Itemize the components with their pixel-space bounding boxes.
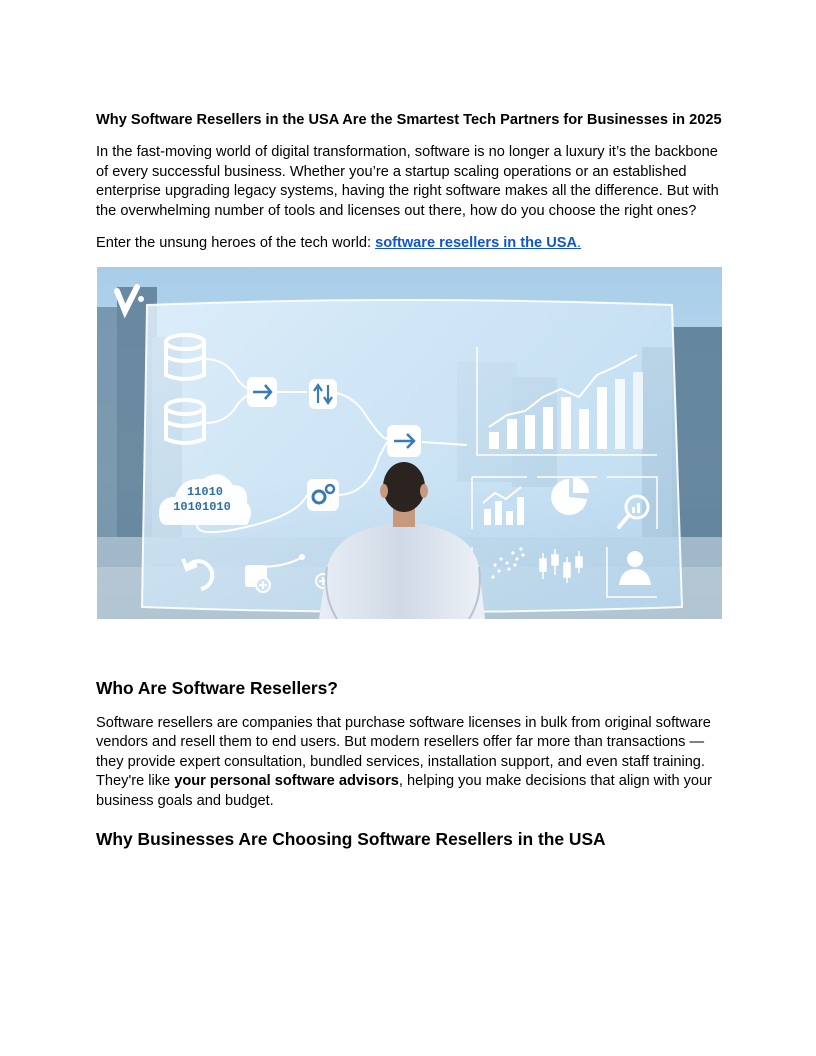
enter-paragraph	[96, 234, 724, 254]
section-heading-why: Why Businesses Are Choosing Software Resellers in the USA	[96, 829, 606, 849]
enter-suffix: .	[577, 235, 582, 251]
gears-icon	[307, 479, 339, 511]
route-icon	[387, 425, 421, 457]
who-paragraph	[96, 714, 724, 812]
who-paragraph-part2: , helping you make decisions that align with your business goals and budget.	[96, 773, 713, 809]
enter-prefix: Enter the unsung heroes of the tech world:	[96, 235, 376, 251]
cloud-binary-line2: 10101010	[173, 499, 231, 514]
article-title: Why Software Resellers in the USA Are the Smartest Tech Partners for Businesses in 2025	[96, 112, 722, 128]
hero-image	[97, 267, 722, 619]
cloud-binary-line1: 11010	[186, 484, 224, 499]
who-paragraph-part1: Software resellers are companies that purchase software licenses in bulk from original software vendors and resell them to end users. But modern resellers offer far more than transactions — they provide expert consultation, bundled services, installation support, and even staff training. They're like	[96, 714, 711, 789]
document-page	[96, 110, 724, 850]
section-heading-who: Who Are Software Resellers?	[96, 677, 338, 698]
who-paragraph-bold: your personal software advisors	[174, 773, 399, 789]
software-resellers-link[interactable]: software resellers in the USA	[375, 235, 578, 251]
transfer-icon	[309, 379, 337, 409]
intro-paragraph: In the fast-moving world of digital transformation, software is no longer a luxury it’s the backbone of every successful business. Whether you’re a startup scaling operations or an established enterprise upgrading legacy systems, having the right software makes all the difference. But with the overwhelming number of tools and licenses out there, how do you choose the right ones?	[96, 144, 719, 219]
merge-icon	[247, 377, 277, 407]
